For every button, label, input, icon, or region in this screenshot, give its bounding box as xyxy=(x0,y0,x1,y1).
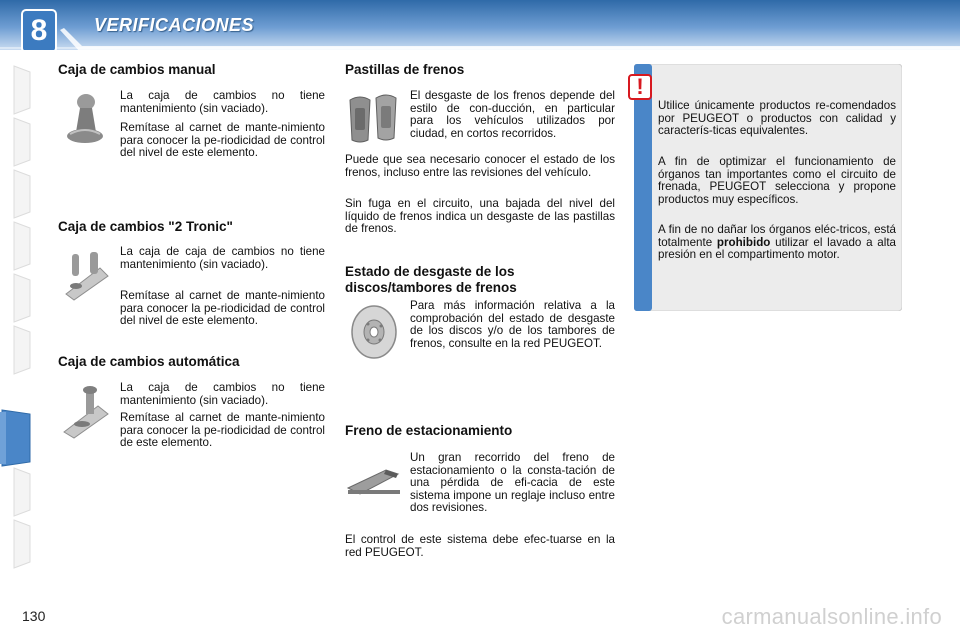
warning-text-3-post: utilizar el lavado a alta presión en el compartimento motor. xyxy=(658,235,897,262)
gear-lever-icon xyxy=(62,90,108,146)
brake-pads-text-2: Sin fuga en el circuito, una bajada del nivel del líquido de frenos indica un desgaste de las pastillas de frenos. xyxy=(345,197,615,236)
automatic-selector-icon xyxy=(60,384,114,440)
chapter-title: VERIFICACIONES xyxy=(94,15,255,35)
parking-brake-lever-icon xyxy=(346,460,402,498)
brake-pads-text-1b: Puede que sea necesario conocer el estado de los frenos, incluso entre las revisiones del vehículo. xyxy=(345,153,615,179)
manual-gearbox-text-2: Remítase al carnet de mante-nimiento para conocer la pe-riodicidad de control del nivel de este elemento. xyxy=(120,121,325,160)
brake-discs-text-1: Para más información relativa a la comprobación del estado de desgaste de los discos y/o de los tambores de frenos, consulte en la red PEUGEOT. xyxy=(410,299,615,350)
automatic-gearbox-heading: Caja de cambios automática xyxy=(58,354,240,369)
watermark: carmanualsonline.info xyxy=(721,604,942,629)
warning-text-1: Utilice únicamente productos re-comendados por PEUGEOT o productos con calidad y caracterís-ticas equivalentes. xyxy=(658,99,896,138)
manual-gearbox-heading: Caja de cambios manual xyxy=(58,62,216,77)
automatic-gearbox-text-2: Remítase al carnet de mante-nimiento para conocer la pe-riodicidad de control de este elemento. xyxy=(120,411,325,450)
warning-exclamation-icon xyxy=(628,74,652,100)
brake-pads-text-1: El desgaste de los frenos depende del estilo de con-ducción, en particular para los vehículos utilizados por ciudad, en cortos recorridos. xyxy=(410,89,615,140)
warning-exclamation-mark: ! xyxy=(636,74,644,99)
brake-pads-heading: Pastillas de frenos xyxy=(345,62,465,77)
warning-text-3-bold: prohibido xyxy=(716,235,771,249)
page-number: 130 xyxy=(22,608,46,624)
parking-brake-text-2: El control de este sistema debe efec-tuarse en la red PEUGEOT. xyxy=(345,533,615,559)
warning-text-3 xyxy=(658,224,896,262)
manual-gearbox-text-1: La caja de cambios no tiene mantenimiento (sin vaciado). xyxy=(120,89,325,115)
warning-box xyxy=(634,64,902,311)
tronic-selector-icon xyxy=(60,248,114,302)
automatic-gearbox-text-1: La caja de cambios no tiene mantenimiento (sin vaciado). xyxy=(120,381,325,407)
brake-discs-heading: Estado de desgaste de los discos/tambores de frenos xyxy=(345,264,517,295)
parking-brake-heading: Freno de estacionamiento xyxy=(345,423,513,438)
brake-pads-icon xyxy=(346,90,402,146)
chapter-number: 8 xyxy=(30,14,48,47)
tronic-gearbox-text-1: La caja de caja de cambios no tiene mantenimiento (sin vaciado). xyxy=(120,245,325,271)
tronic-gearbox-text-2: Remítase al carnet de mante-nimiento para conocer la pe-riodicidad de control del nivel de este elemento. xyxy=(120,289,325,328)
warning-text-3-pre: A fin de no dañar los órganos eléc-tricos, está totalmente xyxy=(658,223,896,249)
tronic-gearbox-heading: Caja de cambios "2 Tronic" xyxy=(58,219,233,234)
warning-text-2: A fin de optimizar el funcionamiento de órganos tan importantes como el circuito de frenada, PEUGEOT selecciona y propone productos muy específicos. xyxy=(658,155,896,206)
brake-disc-icon xyxy=(346,302,400,360)
chapter-side-tabs xyxy=(0,62,34,582)
parking-brake-text-1: Un gran recorrido del freno de estacionamiento o la consta-tación de una pérdida de efi-cacia de este sistema impone un reglaje incluso entre dos revisiones. xyxy=(410,451,615,515)
